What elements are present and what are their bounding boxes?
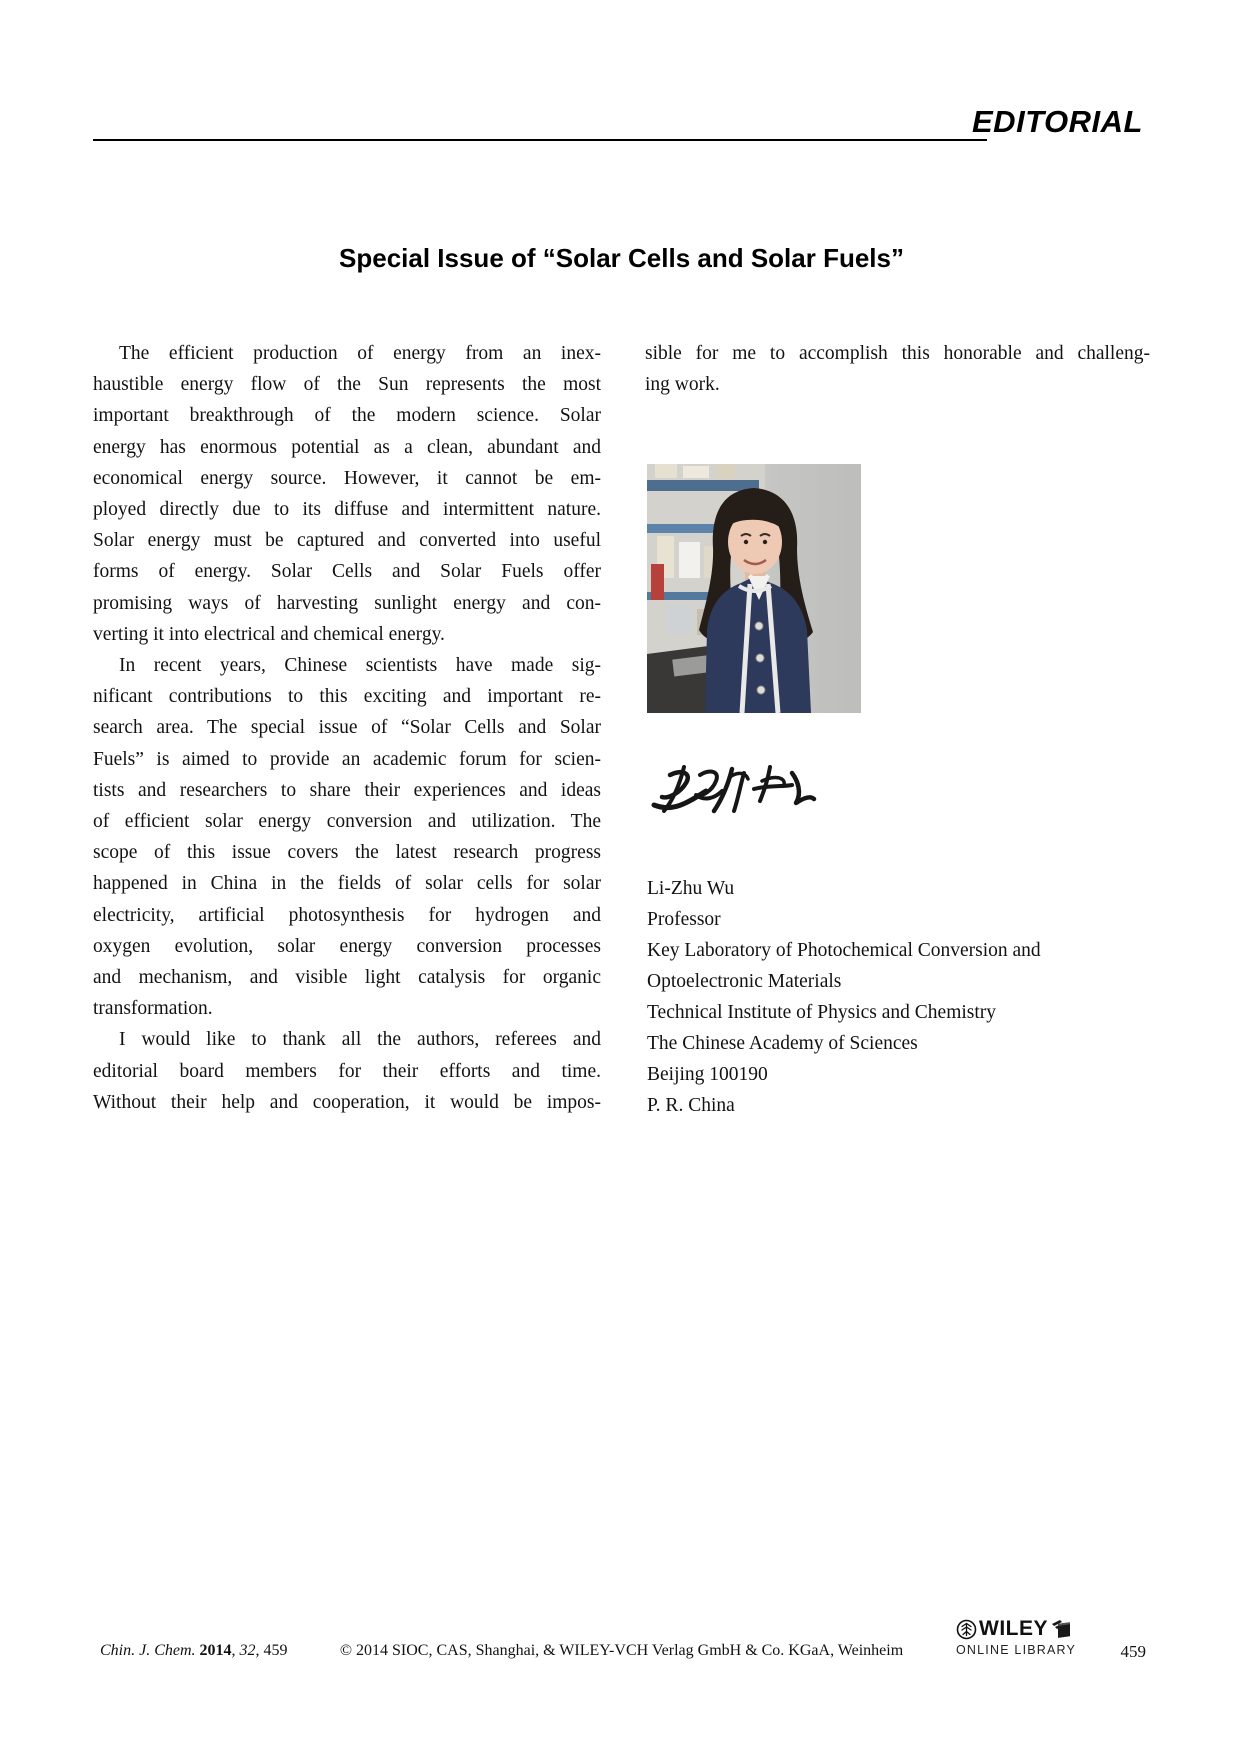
text-line: forms of energy. Solar Cells and Solar Fuels offer [93,561,601,583]
text-line: I would like to thank all the authors, referees and [119,1029,601,1051]
wiley-emblem-icon [956,1619,977,1640]
signature-image [650,761,818,819]
text-line: and mechanism, and visible light catalysis for organic [93,967,601,989]
text-line: haustible energy flow of the Sun represents the most [93,374,601,396]
author-info-line: Beijing 100190 [647,1064,768,1086]
signature [650,761,818,819]
author-info-line: Optoelectronic Materials [647,971,842,993]
left-text-column [93,338,601,1118]
text-line: Solar energy must be captured and converted into useful [93,530,601,552]
right-text-column [645,338,1150,1121]
text-line: transformation. [93,998,213,1020]
wiley-books-icon [1050,1617,1074,1641]
text-line: happened in China in the fields of solar cells for solar [93,873,601,895]
text-line: The efficient production of energy from an inex- [119,343,601,364]
author-info-line: Professor [647,909,721,931]
text-line: of efficient solar energy conversion and utilization. The [93,811,601,833]
text-line: nificant contributions to this exciting and important re- [93,686,601,708]
header-rule [93,139,987,141]
wiley-online-library-logo [956,1616,1096,1657]
author-info-line: P. R. China [647,1095,735,1117]
text-line: electricity, artificial photosynthesis for hydrogen and [93,904,601,926]
text-line: energy has enormous potential as a clean, abundant and [93,436,601,458]
text-line: promising ways of harvesting sunlight energy and con- [93,592,601,614]
section-label: EDITORIAL [972,104,1143,139]
author-info-line: Technical Institute of Physics and Chemistry [647,1002,997,1024]
author-info-line: Li-Zhu Wu [647,878,735,900]
wiley-sublabel: ONLINE LIBRARY [956,1643,1077,1657]
journal-page-ref: , 459 [255,1642,288,1659]
text-line: editorial board members for their efforts and time. [93,1060,601,1082]
journal-year: 2014 [199,1642,232,1659]
text-line: Without their help and cooperation, it would be impos- [93,1091,601,1113]
text-line: verting it into electrical and chemical energy. [93,623,445,645]
author-photo [647,464,861,713]
text-line: tists and researchers to share their experiences and ideas [93,779,601,801]
text-line: Fuels” is aimed to provide an academic forum for scien- [93,748,601,770]
journal-name: Chin. J. Chem. [100,1642,200,1659]
text-line: important breakthrough of the modern science. Solar [93,405,601,427]
text-line: scope of this issue covers the latest research progress [93,842,601,864]
text-line: oxygen evolution, solar energy conversion processes [93,935,601,957]
page-number: 459 [1120,1642,1146,1661]
text-line: sible for me to accomplish this honorable and challeng- [645,343,1150,364]
text-line: economical energy source. However, it cannot be em- [93,467,601,489]
citation-separator: , [231,1642,240,1659]
text-line: In recent years, Chinese scientists have made sig- [119,655,601,677]
copyright-line: © 2014 SIOC, CAS, Shanghai, & WILEY-VCH Verlag GmbH & Co. KGaA, Weinheim [339,1642,904,1659]
portrait-photo-image [647,464,861,713]
page-title: Special Issue of “Solar Cells and Solar Fuels” [339,243,904,273]
text-line: ing work. [645,374,720,396]
author-info-line: The Chinese Academy of Sciences [647,1033,918,1055]
author-info-block [647,873,1150,1121]
author-info-line: Key Laboratory of Photochemical Conversion and [647,940,1041,962]
continuation-paragraph [645,338,1150,400]
journal-volume: 32 [239,1642,256,1659]
text-line: ployed directly due to its diffuse and intermittent nature. [93,499,601,521]
text-line: search area. The special issue of “Solar Cells and Solar [93,717,601,739]
wiley-wordmark: WILEY [979,1617,1048,1640]
